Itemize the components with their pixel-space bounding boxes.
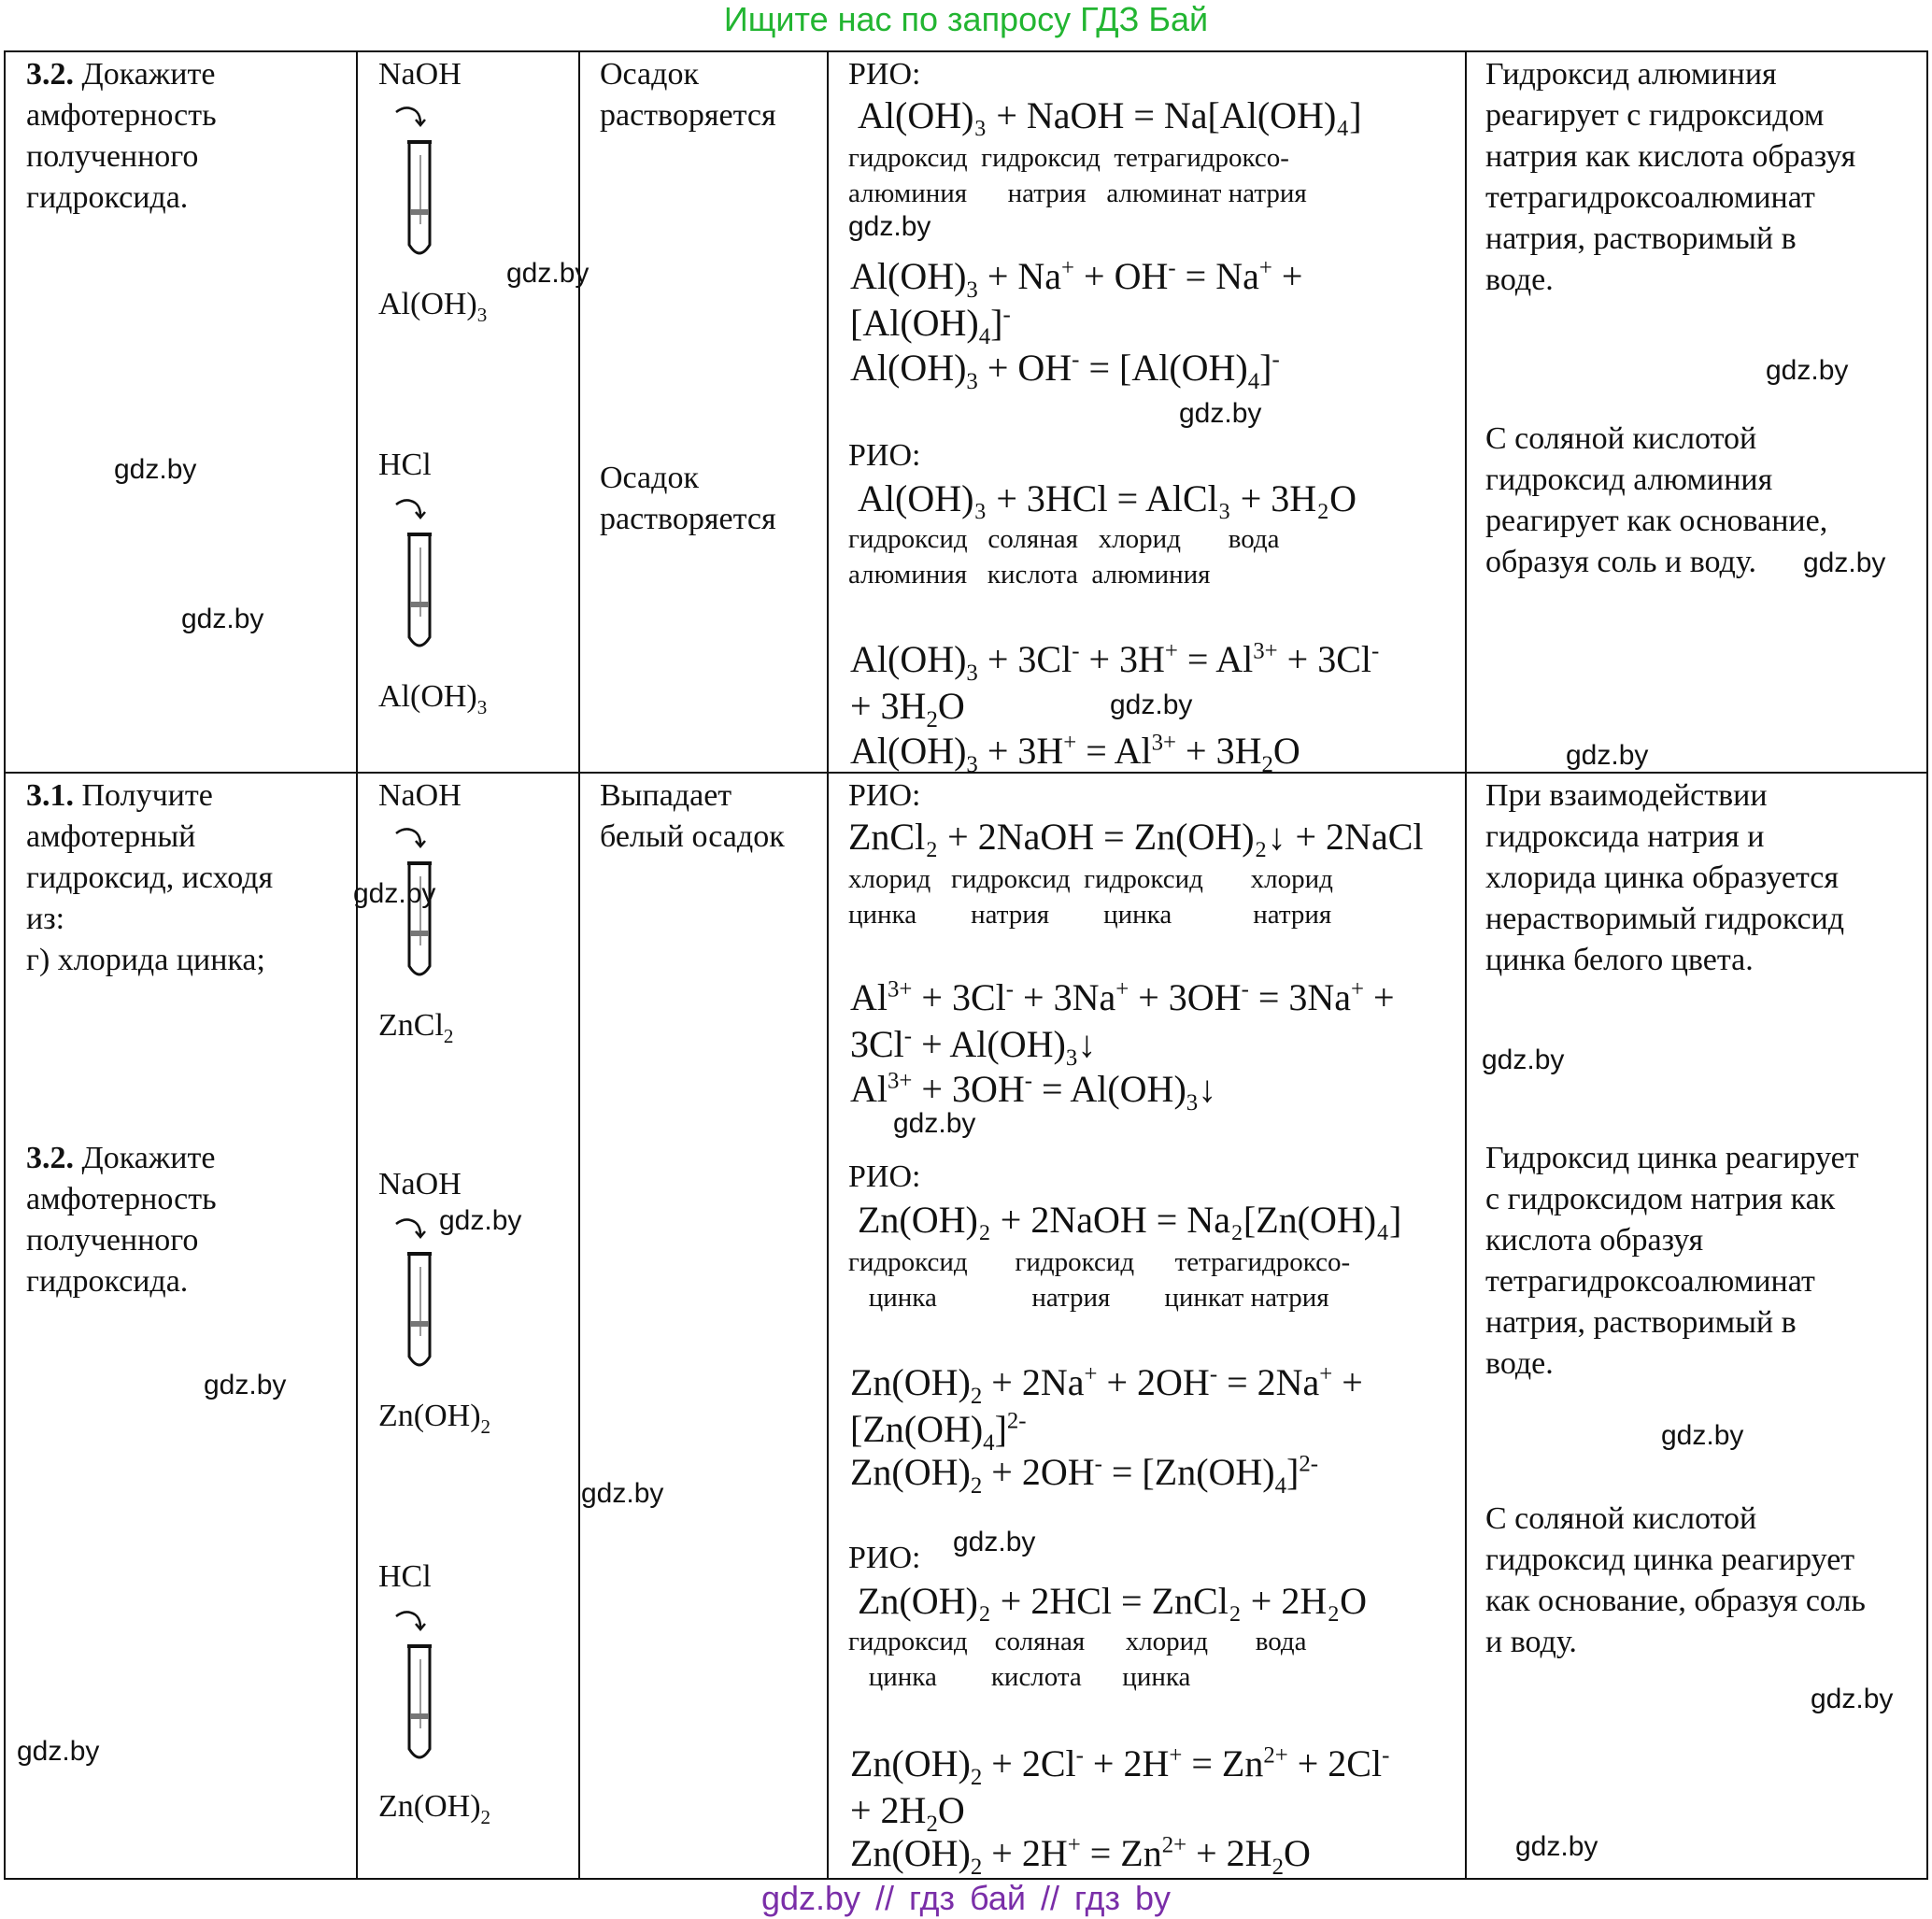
test-tube-icon bbox=[392, 1216, 445, 1375]
watermark: gdz.by bbox=[581, 1478, 664, 1509]
watermark: gdz.by bbox=[1766, 355, 1849, 386]
table-top-border bbox=[4, 50, 1926, 52]
short-ionic-equation: $Al^{3+} + 3OH^-$ = $Al(OH)_3↓$ bbox=[850, 1068, 1217, 1116]
watermark: gdz.by bbox=[506, 258, 590, 289]
rio-label: РИО: bbox=[848, 778, 921, 813]
reagent-aloh3: $Al(OH)_3$ bbox=[378, 287, 488, 326]
watermark: gdz.by bbox=[1566, 740, 1649, 771]
watermark: gdz.by bbox=[1110, 689, 1193, 720]
explanation-2: С соляной кислотой гидроксид алюминия реагирует как основание, образуя соль и воду. bbox=[1485, 421, 1828, 579]
observation-3: Выпадает белый осадок bbox=[600, 778, 785, 854]
watermark: gdz.by bbox=[114, 454, 197, 485]
explanation-5: С соляной кислотой гидроксид цинка реагирует как основание, образуя соль и воду. bbox=[1485, 1501, 1866, 1659]
reagent-hcl: HCl bbox=[378, 1559, 432, 1594]
rio-label: РИО: bbox=[848, 1159, 921, 1194]
task-3-2-row2: 3.2. Докажите амфотерность полученного гидроксида. bbox=[26, 1141, 217, 1299]
explanation-3: При взаимодействии гидроксида натрия и хлорида цинка образуется нерастворимый гидроксид цинка белого цвета. bbox=[1485, 778, 1845, 977]
watermark: gdz.by bbox=[1179, 398, 1262, 429]
equation-labels: гидроксид гидроксид тетрагидроксо- алюминия натрия алюминат натрия bbox=[848, 143, 1307, 208]
col-border bbox=[356, 50, 358, 1880]
equation: Zn(OH)₂ + 2NaOH = Na₂[Zn(OH)₄] bbox=[858, 1199, 1402, 1241]
watermark: gdz.by bbox=[439, 1205, 522, 1236]
equation-labels: гидроксид соляная хлорид вода алюминия кислота алюминия bbox=[848, 524, 1280, 590]
watermark: gdz.by bbox=[1803, 547, 1886, 578]
watermark: gdz.by bbox=[953, 1527, 1036, 1557]
ionic-equation: $Zn(OH)_2 + 2Na^+ + 2OH^- = 2Na^+$ + bbox=[850, 1361, 1363, 1409]
watermark: gdz.by bbox=[17, 1736, 100, 1767]
ionic-equation: $Al(OH)_3 + 3Cl^- + 3H^+ = Al^{3+} + 3Cl^-$ bbox=[850, 638, 1380, 686]
test-tube-icon bbox=[392, 497, 445, 656]
watermark: gdz.by bbox=[893, 1108, 976, 1139]
ionic-equation: $[Zn(OH)_4]^{2-}$ bbox=[850, 1408, 1027, 1456]
ionic-equation: $3Cl^- + Al(OH)_3↓$ bbox=[850, 1023, 1097, 1071]
ionic-equation: + $2H_2O$ bbox=[850, 1789, 965, 1837]
equation-labels: гидроксид гидроксид тетрагидроксо- цинка натрия цинкат натрия bbox=[848, 1247, 1351, 1313]
col-border bbox=[4, 50, 6, 1880]
watermark: gdz.by bbox=[1811, 1684, 1894, 1714]
equation: Al(OH)₃ + NaOH = Na[Al(OH)₄] bbox=[858, 94, 1362, 136]
rio-label: РИО: bbox=[848, 438, 921, 473]
observation-2: Осадок растворяется bbox=[600, 461, 776, 536]
equation-labels: хлорид гидроксид гидроксид хлорид цинка натрия цинка натрия bbox=[848, 864, 1333, 930]
short-ionic-equation: $Zn(OH)_2 + 2OH^- = [Zn(OH)_4]^{2-}$ bbox=[850, 1451, 1318, 1499]
ionic-equation: $Al(OH)_3 + Na^+ + OH^- = Na^+$ + bbox=[850, 255, 1303, 303]
col-border bbox=[827, 50, 829, 1880]
col-border bbox=[1465, 50, 1467, 1880]
short-ionic-equation: $Al(OH)_3 + OH^- = [Al(OH)_4]^-$ bbox=[850, 347, 1280, 394]
explanation-1: Гидроксид алюминия реагирует с гидроксидом натрия как кислота образуя тетрагидроксоалюминат натрия, растворимый в воде. bbox=[1485, 57, 1856, 297]
col-border bbox=[1926, 50, 1928, 1880]
watermark: gdz.by bbox=[1482, 1045, 1565, 1075]
reagent-znoh2: $Zn(OH)_2$ bbox=[378, 1789, 491, 1828]
task-3-1: 3.1. Получите амфотерный гидроксид, исходя из: г) хлорида цинка; bbox=[26, 778, 274, 977]
reagent-aloh3: $Al(OH)_3$ bbox=[378, 679, 488, 718]
ionic-equation: $Al^{3+} + 3Cl^- + 3Na^+ + 3OH^- = 3Na^+$ + bbox=[850, 976, 1395, 1018]
ionic-equation: $[Al(OH)_4]^-$ bbox=[850, 302, 1011, 349]
rio-label: РИО: bbox=[848, 57, 921, 92]
watermark: gdz.by bbox=[1661, 1420, 1744, 1451]
watermark: gdz.by bbox=[353, 878, 436, 909]
test-tube-icon bbox=[392, 1609, 445, 1768]
test-tube-icon bbox=[392, 105, 445, 263]
watermark: gdz.by bbox=[204, 1370, 287, 1400]
explanation-4: Гидроксид цинка реагирует с гидроксидом натрия как кислота образуя тетрагидроксоалюминат натрия, растворимый в воде. bbox=[1485, 1141, 1859, 1381]
bottom-banner: gdz.by // гдз бай // гдз by bbox=[760, 1879, 1172, 1917]
short-ionic-equation: $Zn(OH)_2 + 2H^+ = Zn^{2+} + 2H_2O$ bbox=[850, 1832, 1311, 1880]
watermark: gdz.by bbox=[181, 604, 264, 634]
equation: Zn(OH)₂ + 2HCl = ZnCl₂ + 2H₂O bbox=[858, 1580, 1368, 1622]
col-border bbox=[578, 50, 580, 1880]
task-3-2-row1: 3.2. Докажите амфотерность полученного гидроксида. bbox=[26, 57, 217, 215]
ionic-equation: $Zn(OH)_2 + 2Cl^- + 2H^+ = Zn^{2+} + 2Cl^-$ bbox=[850, 1742, 1390, 1790]
equation-labels: гидроксид соляная хлорид вода цинка кислота цинка bbox=[848, 1627, 1307, 1692]
watermark: gdz.by bbox=[848, 211, 931, 242]
reagent-hcl: HCl bbox=[378, 448, 432, 482]
reagent-naoh: NaOH bbox=[378, 1167, 462, 1201]
reagent-naoh: NaOH bbox=[378, 57, 462, 92]
rio-label: РИО: bbox=[848, 1541, 921, 1575]
ionic-equation: + $3H_2O$ bbox=[850, 685, 965, 732]
reagent-naoh: NaOH bbox=[378, 778, 462, 813]
equation: Al(OH)₃ + 3HCl = AlCl₃ + 3H₂O bbox=[858, 477, 1357, 519]
equation: ZnCl₂ + 2NaOH = Zn(OH)₂↓ + 2NaCl bbox=[848, 816, 1424, 858]
watermark: gdz.by bbox=[1515, 1831, 1598, 1862]
reagent-znoh2: $Zn(OH)_2$ bbox=[378, 1399, 491, 1438]
top-banner: Ищите нас по запросу ГДЗ Бай bbox=[723, 0, 1209, 38]
short-ionic-equation: $Al(OH)_3 + 3H^+ = Al^{3+} + 3H_2O$ bbox=[850, 730, 1300, 777]
reagent-zncl2: ZnCl$_2$ bbox=[378, 1008, 454, 1047]
observation-1: Осадок растворяется bbox=[600, 57, 776, 133]
